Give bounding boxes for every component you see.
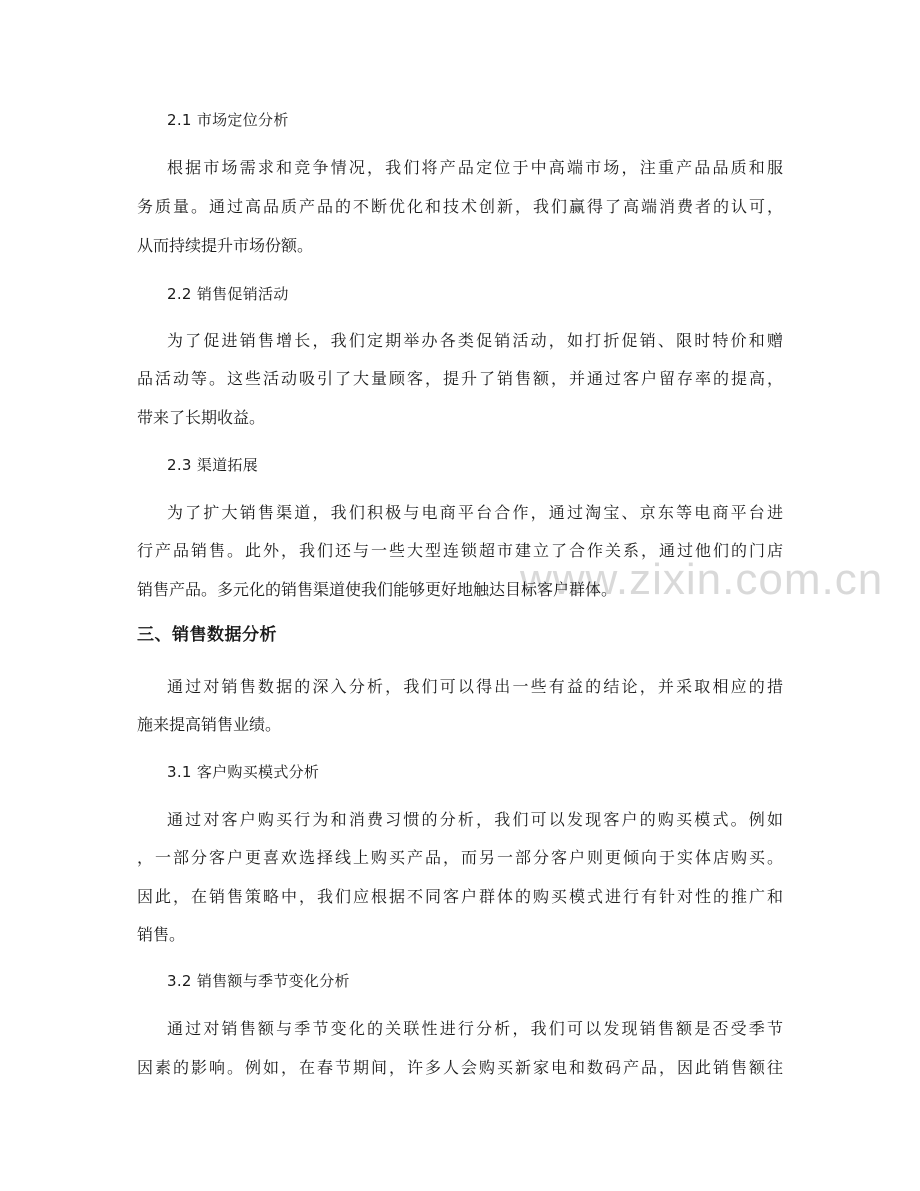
paragraph-line: 施来提高销售业绩。 (137, 715, 282, 734)
paragraph-line: 因此，在销售策略中，我们应根据不同客户群体的购买模式进行有针对性的推广和 (137, 887, 783, 906)
section-heading-3-1: 3.1 客户购买模式分析 (167, 763, 320, 781)
chapter-heading-3: 三、销售数据分析 (137, 625, 277, 645)
paragraph-line: 销售产品。多元化的销售渠道使我们能够更好地触达目标客户群体。 (137, 580, 618, 599)
paragraph-line: 带来了长期收益。 (137, 408, 266, 427)
paragraph-line: 根据市场需求和竞争情况，我们将产品定位于中高端市场，注重产品品质和服 (167, 158, 783, 177)
section-heading-2-1: 2.1 市场定位分析 (167, 111, 289, 129)
section-heading-2-3: 2.3 渠道拓展 (167, 456, 259, 474)
section-heading-3-2: 3.2 销售额与季节变化分析 (167, 972, 350, 990)
paragraph-line: 通过对销售额与季节变化的关联性进行分析，我们可以发现销售额是否受季节 (167, 1019, 783, 1038)
paragraph-line: 销售。 (137, 925, 186, 944)
paragraph-line: 为了促进销售增长，我们定期举办各类促销活动，如打折促销、限时特价和赠 (167, 331, 783, 350)
paragraph-line: 为了扩大销售渠道，我们积极与电商平台合作，通过淘宝、京东等电商平台进 (167, 503, 783, 522)
paragraph-line: ，一部分客户更喜欢选择线上购买产品，而另一部分客户则更倾向于实体店购买。 (137, 848, 783, 867)
paragraph-line: 通过对销售数据的深入分析，我们可以得出一些有益的结论，并采取相应的措 (167, 677, 783, 696)
paragraph-line: 务质量。通过高品质产品的不断优化和技术创新，我们赢得了高端消费者的认可， (137, 197, 783, 216)
paragraph-line: 通过对客户购买行为和消费习惯的分析，我们可以发现客户的购买模式。例如 (167, 810, 783, 829)
paragraph-line: 从而持续提升市场份额。 (137, 236, 314, 255)
paragraph-line: 因素的影响。例如，在春节期间，许多人会购买新家电和数码产品，因此销售额往 (137, 1058, 783, 1077)
section-heading-2-2: 2.2 销售促销活动 (167, 285, 289, 303)
paragraph-line: 行产品销售。此外，我们还与一些大型连锁超市建立了合作关系，通过他们的门店 (137, 541, 783, 560)
watermark: www.zixin.com.cn (520, 555, 884, 604)
paragraph-line: 品活动等。这些活动吸引了大量顾客，提升了销售额，并通过客户留存率的提高， (137, 369, 783, 388)
